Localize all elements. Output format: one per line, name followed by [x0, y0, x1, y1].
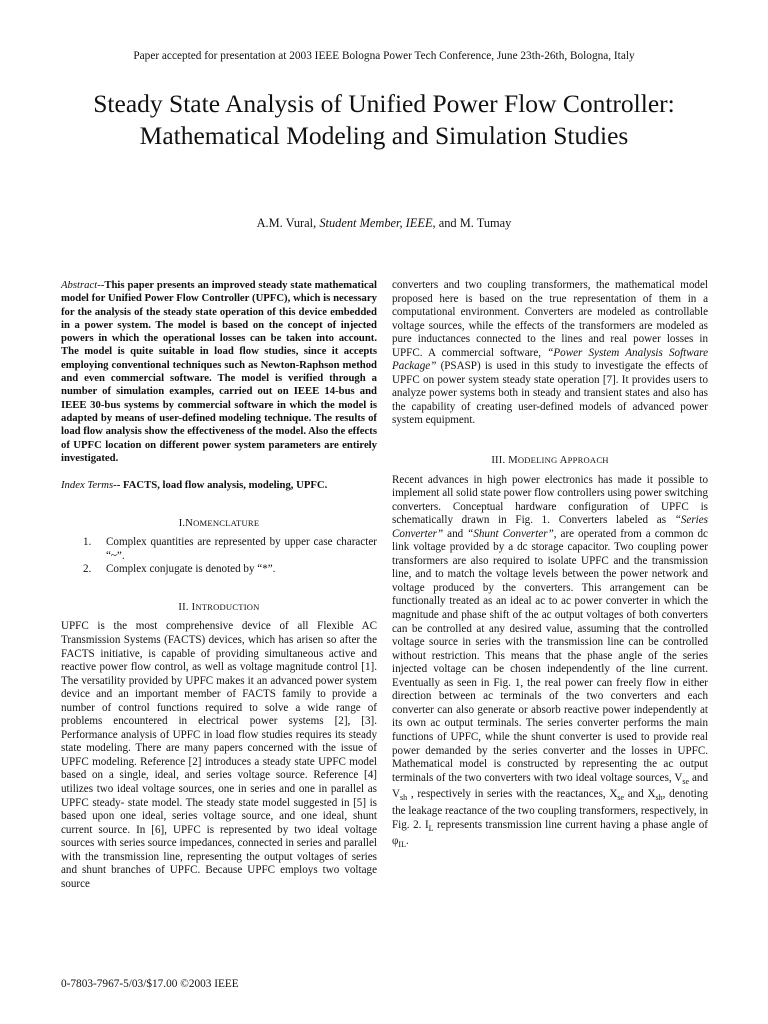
left-column	[61, 279, 377, 891]
modeling-text: Recent advances in high power electronics has made it possible to implement all solid state power flow controllers using power switching converters. Conceptual hardware configuration of UPFC is schematically drawn in Fig. 1. Converters labeled as “Series Converter” and “Shunt Converter”, are operated from a common dc link voltage provided by a dc storage capacitor. Two coupling power transformers are also required to isolate UPFC and the transmission line, and to match the voltage levels between the power network and voltage produced by the converters. This arrangement can be functionally treated as an ideal ac to ac power converter in which the magnitude and phase shift of the ac output voltages of both converters can be controlled at any desired value, assuming that the controlled voltage source in series with the transmission line can be controlled without restriction. This means that the phase angle of the series injected voltage can be chosen independently of the line current. Eventually as seen in Fig. 1, the real power can freely flow in either direction between ac terminals of the two converters and each converter can also generate or absorb reactive power independently at its own ac output terminals. The series converter performs the main functions of UPFC, while the shunt converter is used to provide real power demanded by the series converter and the losses in UPFC. Mathematical model is constructed by representing the ac output terminals of the two converters with two ideal voltage sources, $V_{se}$ and $V_{sh}$ , respectively in series with the reactances, $X_{se}$ and $X_{sh}$, denoting the leakage reactance of the two coupling transformers, respectively, in Fig. 2. $I_L$ represents transmission line current having a phase angle of $\varphi_{IL}$.	[392, 473, 708, 850]
introduction-heading: II. INTRODUCTION	[178, 601, 260, 613]
index-terms	[61, 479, 377, 493]
abstract-lead: Abstract--	[61, 279, 105, 291]
introduction-text: UPFC is the most comprehensive device of all Flexible AC Transmission Systems (FACTS) devices, which has arisen so after the FACTS initiative, is capable of providing simultaneous active and reactive power flow control, as well as voltage magnitude control [1]. The versatility provided by UPFC makes it an advanced power system device and an important member of FACTS family to provide a number of control functions required to solve a wide range of problems encountered in electrical power systems [2], [3]. Performance analysis of UPFC in load flow studies requires its steady state modeling. There are many papers concerned with the issue of UPFC modeling. Reference [2] introduces a steady state UPFC model based on a single, ideal, and series voltage source. Reference [4] utilizes two ideal voltage sources, one in series and one in parallel as UPFC steady- state model. The steady state model suggested in [5] is based upon one ideal, series voltage source, and one ideal, shunt current source. In [6], UPFC is represented by two ideal voltage sources with series source impedances, connected in series and parallel with the transmission line, representing the output voltages of series and shunt branches of UPFC. Because UPFC employs two voltage source	[61, 620, 377, 890]
author-role: Student Member, IEEE,	[319, 216, 436, 230]
modeling-heading: III. MODELING APPROACH	[491, 455, 609, 467]
author-rest: and M. Tumay	[435, 216, 512, 230]
author-first: A.M. Vural,	[256, 216, 320, 230]
abstract	[61, 279, 377, 465]
nomenclature-list	[61, 536, 377, 577]
nomenclature-heading: I.NOMENCLATURE	[178, 517, 260, 529]
index-terms-lead: Index Terms	[61, 479, 114, 492]
abstract-text: This paper presents an improved steady state mathematical model for Unified Power Flow Controller (UPFC), which is necessary for the analysis of the steady state operation of this device embedded in a power system. The model is based on the concept of injected powers in which the operational losses can be taken into account. The model is quite suitable in load flow studies, since it accepts employing conventional techniques such as Newton-Raphson method and even commercial software. The model is verified through a number of simulation examples, carried out on IEEE 14-bus and IEEE 30-bus systems by commercial software in which the model is adapted by means of user-defined modeling technique. The results of load flow analysis show the effectiveness of the model. Also the effects of UPFC location on different power system parameters are entirely investigated.	[61, 279, 377, 464]
list-item: 2. Complex conjugate is denoted by “*”.	[83, 563, 276, 576]
list-item: 1. Complex quantities are represented by upper case character “~”.	[83, 536, 377, 562]
copyright-footer: 0-7803-7967-5/03/$17.00 ©2003 IEEE	[61, 978, 239, 990]
author-line	[0, 216, 768, 231]
conference-note: Paper accepted for presentation at 2003 IEEE Bologna Power Tech Conference, June 23th-26th, Bologna, Italy	[133, 50, 635, 62]
introduction-continued: converters and two coupling transformers, the mathematical model proposed here is based on the true representation of them in a computational environment. Converters are modeled as controllable voltage sources, while the effects of the transformers are modeled as pure inductances connected to the lines and real power losses in UPFC. A commercial software, “Power System Analysis Software Package” (PSASP) is used in this study to investigate the effects of UPFC on power system steady state operation [7]. It provides users to analyze power systems both in steady and transient states and also has the capability of creating user-defined models of advanced power system equipment.	[392, 279, 709, 427]
right-column	[392, 279, 708, 852]
index-terms-text: -- FACTS, load flow analysis, modeling, UPFC.	[113, 479, 328, 492]
paper-title: Steady State Analysis of Unified Power Flow Controller: Mathematical Modeling and Simulation Studies	[93, 89, 675, 150]
